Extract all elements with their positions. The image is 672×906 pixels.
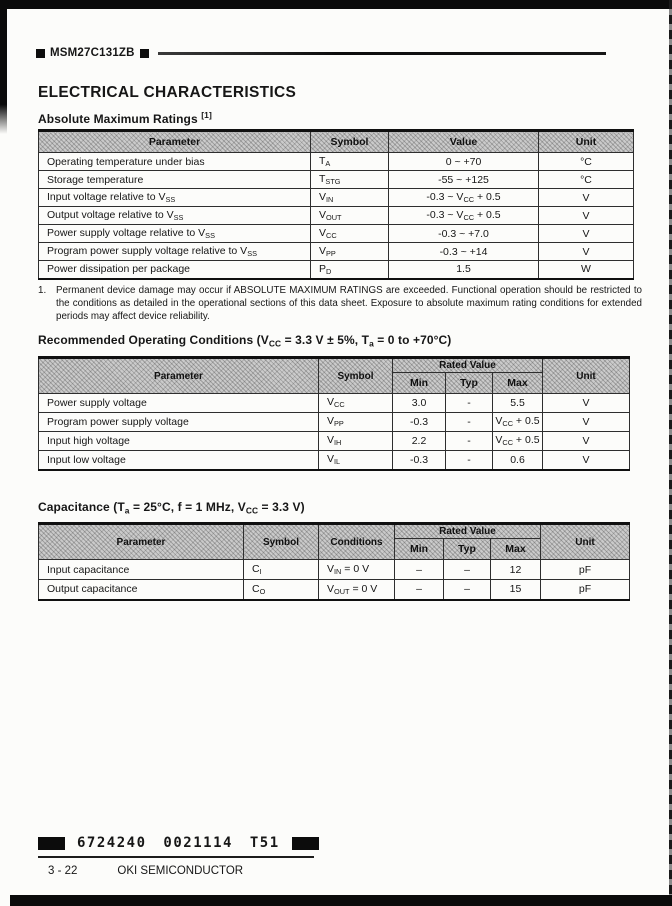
symbol-cell: $V_{CC}$ [311, 225, 389, 243]
symbol-cell: $C_O$ [244, 580, 319, 600]
barcode-block-icon [38, 837, 65, 850]
unit-cell: V [543, 451, 630, 470]
unit-cell: V [543, 413, 630, 432]
section-title-absolute-maximum-ratings [38, 110, 212, 126]
scan-border-top [0, 0, 672, 9]
column-header-typ: Typ [444, 539, 491, 560]
table-row [39, 207, 634, 225]
parameter-cell: Power supply voltage [39, 394, 319, 413]
column-header-unit: Unit [543, 358, 630, 394]
column-header-min: Min [393, 373, 446, 394]
column-header-typ: Typ [446, 373, 493, 394]
parameter-cell: Power dissipation per package [39, 261, 311, 279]
table-row [39, 153, 634, 171]
page-number: 3 - 22 [48, 865, 78, 877]
column-header-parameter: Parameter [39, 358, 319, 394]
footnote-reference: [1] [201, 110, 212, 120]
table-row [39, 261, 634, 279]
column-header-unit: Unit [539, 131, 634, 153]
footnote [38, 285, 642, 323]
company-name: OKI SEMICONDUCTOR [117, 865, 244, 877]
unit-cell: °C [539, 153, 634, 171]
symbol-cell: $T_{STG}$ [311, 171, 389, 189]
column-header-parameter: Parameter [39, 524, 244, 560]
max-cell: $V_{CC} + 0.5$ [493, 432, 543, 451]
column-header-parameter: Parameter [39, 131, 311, 153]
parameter-cell: Power supply voltage relative to $V_{SS}$ [39, 225, 311, 243]
page-footer [48, 865, 243, 877]
parameter-cell: Storage temperature [39, 171, 311, 189]
value-cell: 1.5 [389, 261, 539, 279]
column-header-unit: Unit [541, 524, 630, 560]
parameter-cell: Program power supply voltage [39, 413, 319, 432]
table-row [39, 451, 630, 470]
value-cell: -0.3 ~ $V_{CC} + 0.5$ [389, 189, 539, 207]
min-cell: – [395, 560, 444, 580]
column-header-min: Min [395, 539, 444, 560]
unit-cell: V [539, 207, 634, 225]
symbol-cell: $C_I$ [244, 560, 319, 580]
scan-border-bottom [10, 895, 672, 906]
parameter-cell: Output voltage relative to $V_{SS}$ [39, 207, 311, 225]
footnote-number: 1. [38, 285, 47, 296]
footnote-text: Permanent device damage may occur if ABSOLUTE MAXIMUM RATINGS are exceeded. Functional operation should be restricted to the conditions as detailed in the operational sections of this data sheet. Exposure to absolute maximum rating conditions for extended periods may affect device reliability. [56, 285, 642, 322]
typ-cell: - [446, 451, 493, 470]
table-header-row [39, 524, 630, 539]
typ-cell: – [444, 560, 491, 580]
symbol-cell: $V_{IH}$ [319, 432, 393, 451]
symbol-cell: $V_{IN}$ [311, 189, 389, 207]
column-header-symbol: Symbol [244, 524, 319, 560]
max-cell: 5.5 [493, 394, 543, 413]
absolute-maximum-ratings-table [38, 129, 634, 280]
barcode-underline [38, 856, 314, 858]
value-cell: -0.3 ~ $V_{CC} + 0.5$ [389, 207, 539, 225]
unit-cell: V [539, 243, 634, 261]
symbol-cell: $V_{OUT}$ [311, 207, 389, 225]
column-header-rated-value: Rated Value [395, 524, 541, 539]
symbol-cell: $T_A$ [311, 153, 389, 171]
table-header-row [39, 131, 634, 153]
conditions-cell: $V_{IN} = 0$ V [319, 560, 395, 580]
section-title-recommended-operating-conditions: Recommended Operating Conditions ($V_{CC} = 3.3$ V ± 5%, $T_a = 0$ to +70°C) [38, 333, 452, 349]
unit-cell: °C [539, 171, 634, 189]
column-header-symbol: Symbol [319, 358, 393, 394]
min-cell: 3.0 [393, 394, 446, 413]
table-row [39, 189, 634, 207]
typ-cell: - [446, 413, 493, 432]
column-header-value: Value [389, 131, 539, 153]
unit-cell: V [539, 189, 634, 207]
symbol-cell: $V_{IL}$ [319, 451, 393, 470]
max-cell: 12 [491, 560, 541, 580]
table-row [39, 394, 630, 413]
table-row [39, 432, 630, 451]
part-number-header [36, 47, 606, 59]
min-cell: 2.2 [393, 432, 446, 451]
table-row [39, 413, 630, 432]
page-title: ELECTRICAL CHARACTERISTICS [38, 84, 297, 101]
header-rule [158, 52, 606, 55]
table-row [39, 580, 630, 600]
capacitance-table [38, 522, 630, 601]
min-cell: -0.3 [393, 451, 446, 470]
parameter-cell: Input voltage relative to $V_{SS}$ [39, 189, 311, 207]
symbol-cell: $P_D$ [311, 261, 389, 279]
column-header-rated-value: Rated Value [393, 358, 543, 373]
column-header-symbol: Symbol [311, 131, 389, 153]
typ-cell: - [446, 432, 493, 451]
parameter-cell: Output capacitance [39, 580, 244, 600]
scan-border-left [0, 0, 7, 134]
table-row [39, 225, 634, 243]
max-cell: 0.6 [493, 451, 543, 470]
barcode-block-icon [292, 837, 319, 850]
table-row [39, 243, 634, 261]
table-row [39, 560, 630, 580]
column-header-max: Max [491, 539, 541, 560]
column-header-conditions: Conditions [319, 524, 395, 560]
value-cell: -0.3 ~ +7.0 [389, 225, 539, 243]
typ-cell: - [446, 394, 493, 413]
barcode-row [38, 835, 319, 851]
parameter-cell: Operating temperature under bias [39, 153, 311, 171]
unit-cell: pF [541, 580, 630, 600]
parameter-cell: Input capacitance [39, 560, 244, 580]
square-bullet-icon [140, 49, 149, 58]
conditions-cell: $V_{OUT} = 0$ V [319, 580, 395, 600]
value-cell: 0 ~ +70 [389, 153, 539, 171]
barcode-text: 6724240 0021114 T51 [77, 835, 280, 851]
unit-cell: V [543, 394, 630, 413]
table-header-row [39, 358, 630, 373]
unit-cell: pF [541, 560, 630, 580]
typ-cell: – [444, 580, 491, 600]
unit-cell: W [539, 261, 634, 279]
max-cell: $V_{CC} + 0.5$ [493, 413, 543, 432]
recommended-operating-conditions-table [38, 356, 630, 471]
column-header-max: Max [493, 373, 543, 394]
min-cell: -0.3 [393, 413, 446, 432]
parameter-cell: Program power supply voltage relative to $V_{SS}$ [39, 243, 311, 261]
symbol-cell: $V_{CC}$ [319, 394, 393, 413]
min-cell: – [395, 580, 444, 600]
unit-cell: V [543, 432, 630, 451]
max-cell: 15 [491, 580, 541, 600]
symbol-cell: $V_{PP}$ [319, 413, 393, 432]
square-bullet-icon [36, 49, 45, 58]
symbol-cell: $V_{PP}$ [311, 243, 389, 261]
value-cell: -0.3 ~ +14 [389, 243, 539, 261]
part-number: MSM27C131ZB [50, 47, 135, 59]
value-cell: -55 ~ +125 [389, 171, 539, 189]
parameter-cell: Input high voltage [39, 432, 319, 451]
unit-cell: V [539, 225, 634, 243]
section-title-capacitance: Capacitance ($T_a = 25^\circ C$, f = 1 MHz, $V_{CC} = 3.3$ V) [38, 500, 305, 516]
section-title-text: Absolute Maximum Ratings [38, 112, 202, 126]
parameter-cell: Input low voltage [39, 451, 319, 470]
table-row [39, 171, 634, 189]
